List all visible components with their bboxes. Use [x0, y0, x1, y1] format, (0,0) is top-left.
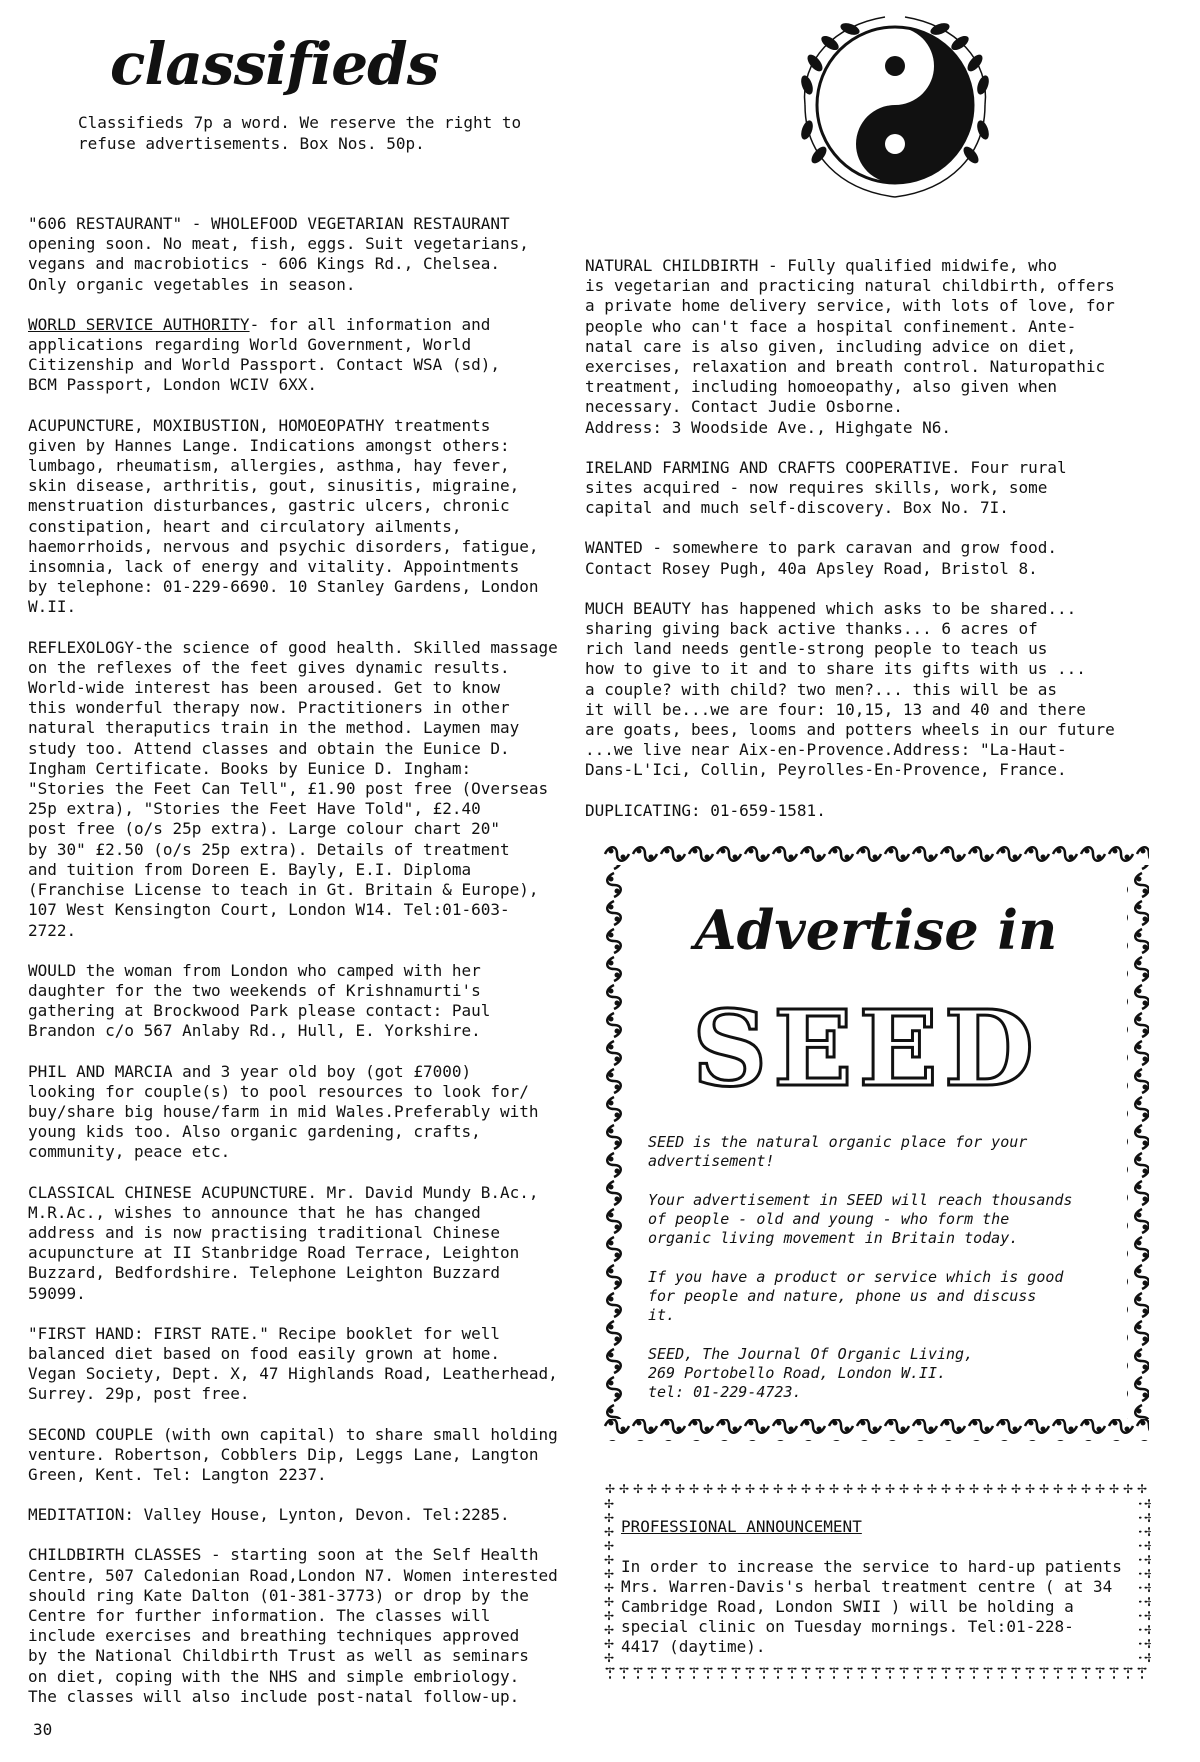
seed-ad-paragraph: SEED is the natural organic place for your advertisement!: [648, 1133, 1028, 1170]
professional-announcement-text: In order to increase the service to hard-up patients Mrs. Warren-Davis's herbal treatment centre ( at 34 Cambridge Road, London SWII ) will be holding a special clinic on Tuesday mornings. Tel:01-228- 4417 (daytime).: [621, 1557, 1122, 1656]
ad-606-restaurant: "606 RESTAURANT" - WHOLEFOOD VEGETARIAN RESTAURANT opening soon. No meat, fish, eggs. Suit vegetarians, vegans and macrobiotics - 606 Kings Rd., Chelsea. Only organic vegetables in season.: [28, 214, 529, 294]
seed-advertisement: [603, 843, 1149, 1441]
page-heading: classifieds: [110, 30, 439, 98]
ad-ireland-farming: IRELAND FARMING AND CRAFTS COOPERATIVE. Four rural sites acquired - now requires skills, work, some capital and much self-discovery. Box No. 7I.: [585, 457, 1067, 518]
seed-logo-text: SEED: [692, 993, 1040, 1103]
seed-ad-paragraph: If you have a product or service which is good for people and nature, phone us and discuss it.: [648, 1268, 1064, 1324]
ad-body: - for all information and applications regarding World Government, World Citizenship and World Passport. Contact WSA (sd), BCM Passport, London WCIV 6XX.: [28, 314, 501, 395]
classifieds-intro: Classifieds 7p a word. We reserve the right to refuse advertisements. Box Nos. 50p.: [78, 113, 522, 153]
ad-childbirth-classes: CHILDBIRTH CLASSES - starting soon at the Self Health Centre, 507 Caledonian Road,London N7. Women interested should ring Kate Dalton (01-381-3773) or drop by the Centre for further information. The classes will include exercises and breathing techniques approved by the National Childbirth Trust as well as seminars on diet, coping with the NHS and simple embriology. The classes will also include post-natal follow-up.: [28, 1545, 558, 1706]
ad-chinese-acupuncture: CLASSICAL CHINESE ACUPUNCTURE. Mr. David Mundy B.Ac., M.R.Ac., wishes to announce that he has changed address and is now practising traditional Chinese acupuncture at II Stanbridge Road Terrace, Leighton Buzzard, Bedfordshire. Telephone Leighton Buzzard 59099.: [28, 1182, 539, 1303]
ad-woman-from-london: WOULD the woman from London who camped with her daughter for the two weekends of Krishnamurti's gathering at Brockwood Park please contact: Paul Brandon c/o 567 Anlaby Rd., Hull, E. Yorkshire.: [28, 960, 491, 1041]
ad-world-service-authority: [28, 315, 588, 396]
right-column: [585, 256, 1145, 841]
yin-yang-emblem-icon: [745, 5, 1045, 205]
page-number: 30: [33, 1720, 53, 1739]
seed-logo: [681, 993, 1051, 1103]
professional-announcement: [603, 1483, 1151, 1679]
ad-duplicating: DUPLICATING: 01-659-1581.: [585, 800, 826, 820]
ad-first-hand: "FIRST HAND: FIRST RATE." Recipe booklet for well balanced diet based on food easily grown at home. Vegan Society, Dept. X, 47 Highlands Road, Leatherhead, Surrey. 29p, post free.: [28, 1323, 558, 1404]
ad-much-beauty: MUCH BEAUTY has happened which asks to be shared... sharing giving back active thanks... 6 acres of rich land needs gentle-strong people to teach us how to give to it and to share its gifts with us ... a couple? with child? two men?... this will be as it will be...we are four: 10,15, 13 and 40 and there are goats, bees, looms and potters wheels in our future ...we live near Aix-en-Provence.Address: "La-Haut- Dans-L'Ici, Collin, Peyrolles-En-Provence, France.: [585, 598, 1115, 780]
ad-acupuncture-lange: ACUPUNCTURE, MOXIBUSTION, HOMOEOPATHY treatments given by Hannes Lange. Indications amongst others: lumbago, rheumatism, allergies, asthma, hay fever, skin disease, arthritis, gout, sinusitis, migraine, menstruation disturbances, gastric ulcers, chronic constipation, heart and circulatory ailments, haemorrhoids, nervous and psychic disorders, fatigue, insomnia, lack of energy and vitality. Appointments by telephone: 01-229-6690. 10 Stanley Gardens, London W.II.: [28, 415, 539, 617]
ad-meditation: MEDITATION: Valley House, Lynton, Devon. Tel:2285.: [28, 1505, 510, 1525]
seed-ad-address: SEED, The Journal Of Organic Living, 269 Portobello Road, London W.II. tel: 01-229-4723.: [648, 1345, 974, 1401]
ad-natural-childbirth: NATURAL CHILDBIRTH - Fully qualified midwife, who is vegetarian and practicing natural childbirth, offers a private home delivery service, with lots of love, for people who can't face a hospital confinement. Ante- natal care is also given, including advice on diet, exercises, relaxation and breath control. Naturopathic treatment, including homoeopathy, also given when necessary. Contact Judie Osborne. Address: 3 Woodside Ave., Highgate N6.: [585, 256, 1115, 437]
seed-ad-body: [648, 1133, 1118, 1422]
ad-wanted-caravan: WANTED - somewhere to park caravan and grow food. Contact Rosey Pugh, 40a Apsley Road, Bristol 8.: [585, 538, 1058, 578]
left-column: [28, 214, 588, 1727]
ad-second-couple: SECOND COUPLE (with own capital) to share small holding venture. Robertson, Cobblers Dip, Leggs Lane, Langton Green, Kent. Tel: Langton 2237.: [28, 1424, 558, 1484]
seed-ad-paragraph: Your advertisement in SEED will reach thousands of people - old and young - who form the organic living movement in Britain today.: [648, 1191, 1073, 1247]
professional-announcement-title: PROFESSIONAL ANNOUNCEMENT: [621, 1517, 862, 1536]
seed-ad-heading: Advertise in: [694, 898, 1058, 962]
ad-phil-and-marcia: PHIL AND MARCIA and 3 year old boy (got £7000) looking for couple(s) to pool resources to look for/ buy/share big house/farm in mid Wales.Preferably with young kids too. Also organic gardening, crafts, community, peace etc.: [28, 1061, 539, 1162]
ad-reflexology: REFLEXOLOGY-the science of good health. Skilled massage on the reflexes of the feet gives dynamic results. World-wide interest has been aroused. Get to know this wonderful therapy now. Practitioners in other natural theraputics train in the method. Laymen may study too. Attend classes and obtain the Eunice D. Ingham Certificate. Books by Eunice D. Ingham: "Stories the Feet Can Tell", £1.90 post free (Overseas 25p extra), "Stories the Feet Have Told", £2.40 post free (o/s 25p extra). Large colour chart 20" by 30" £2.50 (o/s 25p extra). Details of treatment and tuition from Doreen E. Bayly, E.I. Diploma (Franchise License to teach in Gt. Britain & Europe), 107 West Kensington Court, London W14. Tel:01-603- 2722.: [28, 637, 558, 940]
ad-lead: WORLD SERVICE AUTHORITY: [28, 314, 250, 334]
